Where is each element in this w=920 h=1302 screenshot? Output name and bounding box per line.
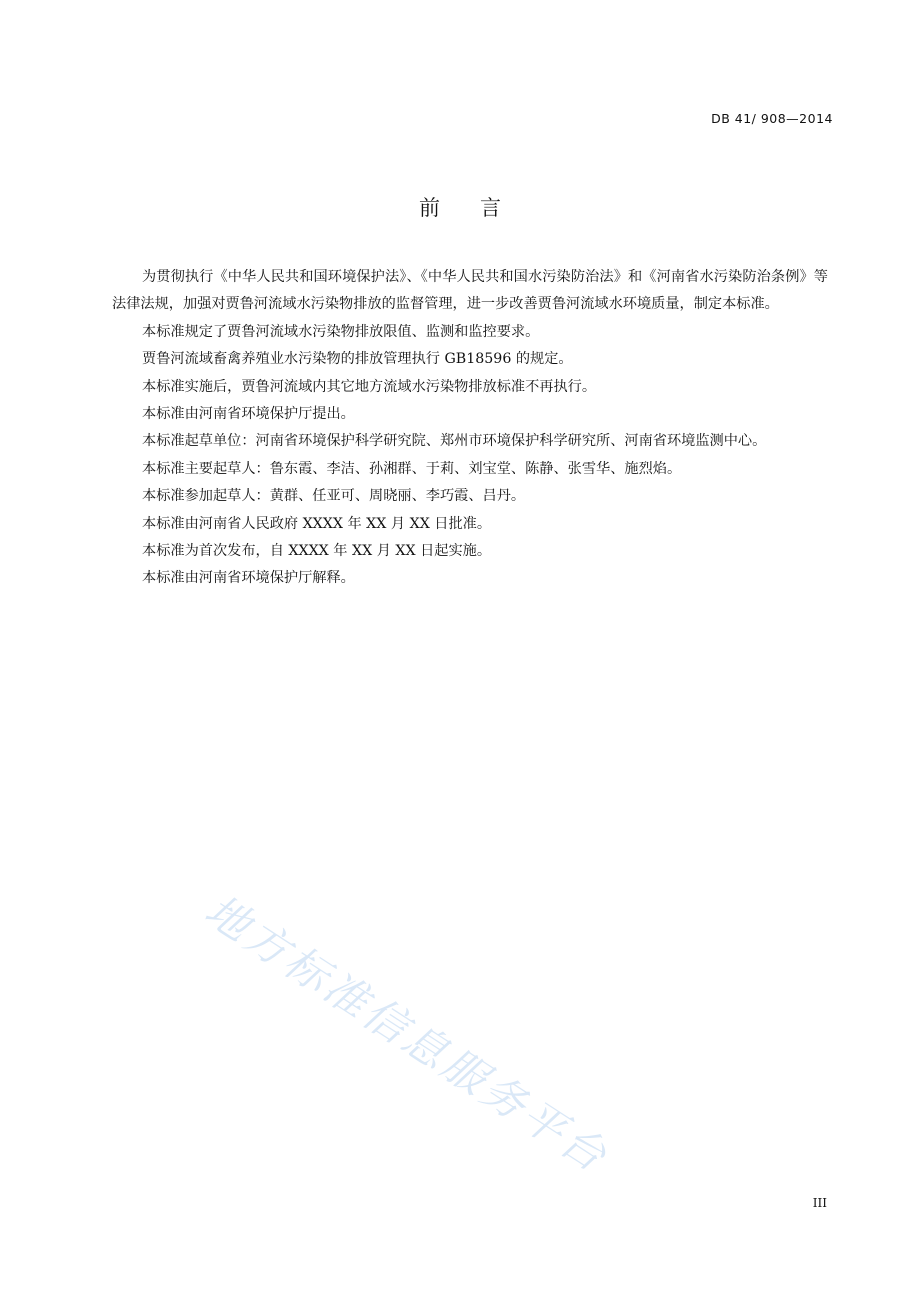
- paragraph: 本标准由河南省环境保护厅解释。: [142, 570, 355, 587]
- paragraph: 为贯彻执行《中华人民共和国环境保护法》、《中华人民共和国水污染防治法》和《河南省水污染防治条例》等法律法规，加强对贾鲁河流域水污染物排放的监督管理，进一步改善贾鲁河流域水环境质量，制定本标准。: [112, 269, 828, 313]
- page-number: III: [812, 1196, 827, 1210]
- foreword-body: [112, 264, 828, 593]
- paragraph: 本标准由河南省环境保护厅提出。: [142, 406, 355, 423]
- paragraph: 本标准主要起草人：鲁东霞、李洁、孙湘群、于莉、刘宝堂、陈静、张雪华、施烈焰。: [142, 460, 682, 477]
- watermark: 地方标准信息服务平台: [195, 885, 618, 1184]
- document-code: DB 41/ 908—2014: [711, 111, 833, 126]
- paragraph: 贾鲁河流域畜禽养殖业水污染物的排放管理执行 GB18596 的规定。: [142, 351, 573, 368]
- paragraph: 本标准起草单位：河南省环境保护科学研究院、郑州市环境保护科学研究所、河南省环境监测中心。: [142, 433, 767, 450]
- page-title: 前言: [419, 196, 541, 220]
- paragraph: 本标准由河南省人民政府 XXXX 年 XX 月 XX 日批准。: [142, 515, 492, 532]
- paragraph: 本标准参加起草人：黄群、任亚可、周晓丽、李巧霞、吕丹。: [142, 488, 526, 505]
- paragraph: 本标准为首次发布，自 XXXX 年 XX 月 XX 日起实施。: [142, 543, 492, 560]
- paragraph: 本标准规定了贾鲁河流域水污染物排放限值、监测和监控要求。: [142, 323, 540, 340]
- paragraph: 本标准实施后，贾鲁河流域内其它地方流域水污染物排放标准不再执行。: [142, 378, 597, 395]
